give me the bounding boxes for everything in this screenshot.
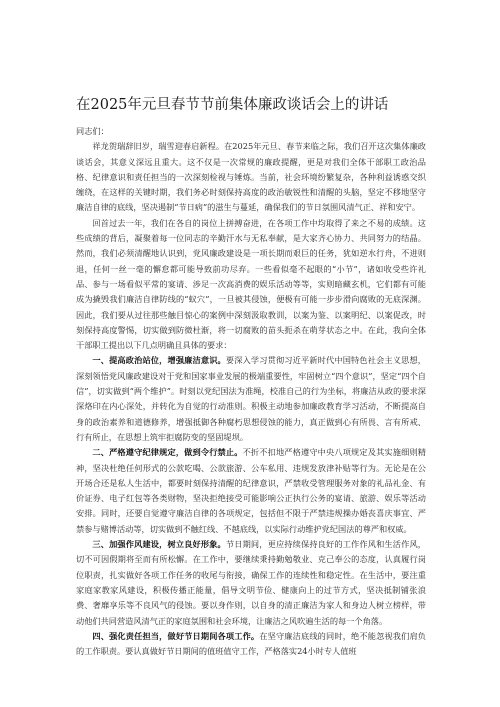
- document-title: 在2025年元旦春节节前集体廉政谈话会上的讲话: [76, 97, 389, 113]
- section-2-heading: 二、严格遵守纪律规定，做到令行禁止。: [92, 447, 243, 458]
- section-3-paragraph: [76, 537, 426, 629]
- section-2-paragraph: [76, 445, 426, 537]
- section-4-body: 在坚守廉洁底线的同时，绝不能忽视我们肩负的工作职责。要认真做好节日期间的值班值守工作，严格落实24小时专人值班: [76, 630, 426, 657]
- salutation: 同志们：: [76, 126, 109, 136]
- intro-paragraph-1: 祥龙贺瑞辞旧岁，瑞雪迎春启新程。在2025年元旦、春节来临之际，我们召开这次集体廉政谈话会，其意义深远且重大。这不仅是一次常规的廉政提醒，更是对我们全体干部职工政治品格、纪律意识和责任担当的一次深刻检视与锤炼。当前，社会环境纷繁复杂，各种利益诱惑交织缠绕，在这样的关键时期，我们务必时刻保持高度的政治敏锐性和清醒的头脑，坚定不移地坚守廉洁自律的底线，坚决遏制“节日病”的滋生与蔓延，确保我们的节日氛围风清气正、祥和安宁。: [76, 141, 426, 213]
- section-3-body: 节日期间，更应持续保持良好的工作作风和生活作风，切不可因假期将至而有所松懈。在工作中，要继续秉持勤勉敬业、克己奉公的态度，认真履行岗位职责，扎实做好各项工作任务的收尾与衔接，确保工作的连续性和稳定性。在生活中，要注重家庭家教家风建设，积极传播正能量，倡导文明节俭、健康向上的过节方式，坚决抵制铺张浪费、奢靡享乐等不良风气的侵蚀。要以身作则，以自身的清正廉洁为家人和身边人树立榜样，带动他们共同营造风清气正的家庭氛围和社会环境，让廉洁之风吹遍生活的每一个角落。: [76, 539, 426, 626]
- section-1-heading: 一、提高政治站位，增强廉洁意识。: [92, 355, 226, 366]
- section-2-body: 不折不扣地严格遵守中央八项规定及其实施细则精神，坚决杜绝任何形式的公款吃喝、公款旅游、公车私用、违规发放津补贴等行为。无论是在公开场合还是私人生活中，都要时刻保持清醒的纪律意识，严禁收受管理服务对象的礼品礼金、有价证券、电子红包等各类财物，坚决拒绝接受可能影响公正执行公务的宴请、旅游、娱乐等活动安排。同时，还要自觉遵守廉洁自律的各项规定，包括但不限于严禁违规操办婚丧喜庆事宜、严禁参与赌博活动等，切实做到不触红线、不越底线，以实际行动维护党纪国法的尊严和权威。: [76, 447, 426, 534]
- section-4-heading: 四、强化责任担当，做好节日期间各项工作。: [92, 630, 260, 641]
- section-4-paragraph: [76, 629, 426, 660]
- section-1-body: 要深入学习贯彻习近平新时代中国特色社会主义思想，深刻领悟党风廉政建设对于党和国家事业发展的极端重要性，牢固树立“四个意识”，坚定“四个自信”，切实做到“两个维护”。时刻以党纪国法为准绳，校准自己的行为坐标，将廉洁从政的要求深深烙印在内心深处，并转化为自觉的行动准则。积极主动地参加廉政教育学习活动，不断提高自身的政治素养和道德修养，增强抵御各种腐朽思想侵蚀的能力，真正做到心有所畏、言有所戒、行有所止，在思想上筑牢拒腐防变的坚固堤坝。: [76, 355, 426, 442]
- section-1-paragraph: [76, 353, 426, 445]
- intro-paragraph-2: 回首过去一年，我们在各自的岗位上拼搏奋进，在各项工作中均取得了来之不易的成绩。这些成绩的背后，凝聚着每一位同志的辛勤汗水与无私奉献，是大家齐心协力、共同努力的结晶。然而，我们必须清醒地认识到，党风廉政建设是一项长期而艰巨的任务，犹如逆水行舟，不进则退，任何一丝一毫的懈怠都可能导致前功尽弃。一些看似毫不起眼的“小节”，诸如收受些许礼品、参与一场看似平常的宴请、涉足一次高消费的娱乐活动等等，实则暗藏玄机，它们都有可能成为撬毁我们廉洁自律防线的“蚁穴”，一旦被其侵蚀，便极有可能一步步滑向腐败的无底深渊。因此，我们要从过往那些触目惊心的案例中深刻汲取教训，以案为鉴、以案明纪、以案促改，时刻保持高度警惕，切实做到防微杜渐，将一切腐败的苗头扼杀在萌芽状态之中。在此，我向全体干部职工提出以下几点明确且具体的要求：: [76, 217, 426, 351]
- document-body: [76, 124, 426, 659]
- section-3-heading: 三、加强作风建设，树立良好形象。: [92, 539, 226, 550]
